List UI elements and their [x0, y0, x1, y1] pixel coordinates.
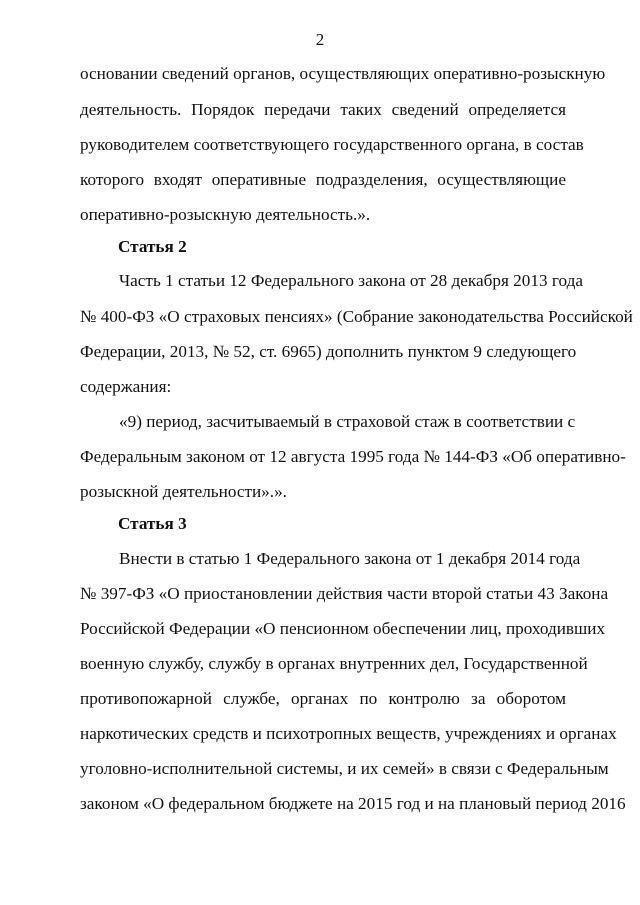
paragraph-line: руководителем соответствующего государственного органа, в состав: [80, 135, 584, 154]
paragraph-line: № 397-ФЗ «О приостановлении действия части второй статьи 43 Закона: [80, 584, 609, 603]
paragraph-line: Внести в статью 1 Федерального закона от 1 декабря 2014 года: [119, 549, 581, 568]
article-3-heading: Статья 3: [118, 514, 187, 533]
paragraph-line: «9) период, засчитываемый в страховой стаж в соответствии с: [119, 412, 576, 431]
paragraph-line: противопожарной службе, органах по контролю за оборотом: [80, 689, 566, 708]
article-2-heading: Статья 2: [118, 237, 187, 256]
paragraph-line: № 400-ФЗ «О страховых пенсиях» (Собрание законодательства Российской: [80, 307, 633, 326]
paragraph-line: деятельность. Порядок передачи таких сведений определяется: [80, 100, 566, 119]
paragraph-line: Российской Федерации «О пенсионном обеспечении лиц, проходивших: [80, 619, 606, 638]
page-number: 2: [315, 30, 325, 49]
paragraph-line: Федеральным законом от 12 августа 1995 года № 144-ФЗ «Об оперативно-: [80, 447, 626, 466]
paragraph-line: оперативно-розыскную деятельность.».: [80, 205, 371, 224]
paragraph-line: уголовно-исполнительной системы, и их семей» в связи с Федеральным: [80, 759, 609, 778]
paragraph-line: которого входят оперативные подразделения, осуществляющие: [80, 170, 566, 189]
paragraph-line: законом «О федеральном бюджете на 2015 год и на плановый период 2016: [80, 794, 626, 813]
paragraph-line: розыскной деятельности».».: [80, 482, 287, 501]
paragraph-line: военную службу, службу в органах внутренних дел, Государственной: [80, 654, 588, 673]
paragraph-line: Часть 1 статьи 12 Федерального закона от 28 декабря 2013 года: [119, 271, 583, 290]
paragraph-line: основании сведений органов, осуществляющих оперативно-розыскную: [80, 64, 606, 83]
paragraph-line: наркотических средств и психотропных веществ, учреждениях и органах: [80, 724, 617, 743]
paragraph-line: содержания:: [80, 377, 172, 396]
paragraph-line: Федерации, 2013, № 52, ст. 6965) дополнить пунктом 9 следующего: [80, 342, 577, 361]
